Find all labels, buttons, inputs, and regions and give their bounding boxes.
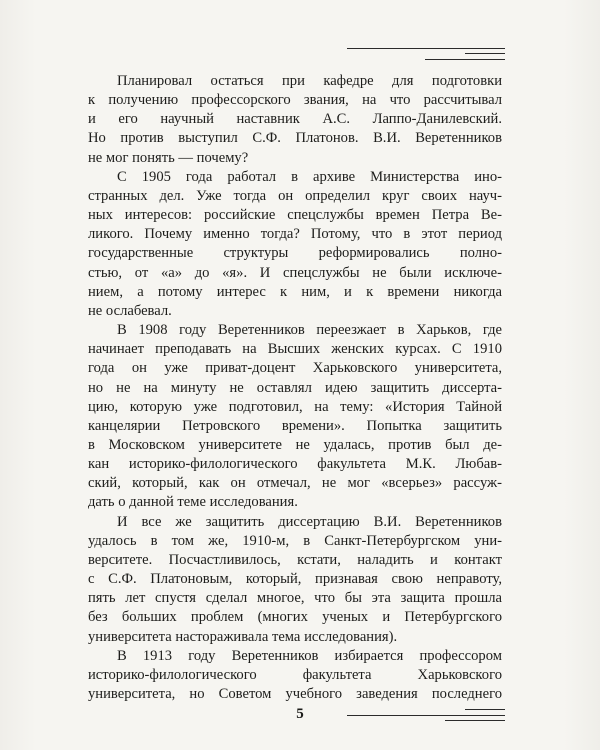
footer-rule: [445, 720, 505, 721]
text-line: ликого. Почему именно тогда? Потому, что в этот период: [88, 226, 502, 243]
text-line: странных дел. Уже тогда он определил круг своих науч-: [88, 187, 502, 204]
text-line: ных интересов: российские спецслужбы времен Петра Ве-: [88, 207, 502, 224]
text-line: дать о данной теме исследования.: [88, 494, 298, 511]
text-line: стью, от «а» до «я». И спецслужбы не были исключе-: [88, 264, 502, 281]
page-number: 5: [296, 706, 304, 722]
text-line: университета настораживала тема исследования).: [88, 628, 398, 645]
text-line: нием, а потому интерес к ним, и к времени никогда: [88, 283, 502, 300]
text-line: в Московском университете не удалась, против был де-: [88, 436, 502, 453]
footer-rule: [347, 715, 505, 716]
text-line: не ослабевал.: [88, 302, 172, 319]
footer-rule: [465, 709, 505, 710]
text-line: университета, но Советом учебного заведения последнего: [88, 686, 502, 702]
text-line: и его научный наставник А.С. Лаппо-Данилевский.: [88, 111, 502, 128]
text-line: государственные структуры реформировались полно-: [88, 245, 502, 262]
text-line: но не на минуту не оставлял идею защитить диссерта-: [88, 379, 502, 396]
body-text: [88, 72, 502, 704]
text-line: верситете. Посчастливилось, кстати, наладить и контакт: [88, 551, 502, 568]
header-rule: [465, 53, 505, 54]
text-line: пять лет спустя сделал многое, что бы эта защита прошла: [88, 590, 502, 607]
text-line: к получению профессорского звания, на что рассчитывал: [88, 92, 502, 109]
text-line: В 1913 году Веретенников избирается профессором: [117, 647, 502, 664]
text-line: ский, который, как он отмечал, не мог «всерьез» рассуж-: [88, 475, 502, 492]
text-line: Планировал остаться при кафедре для подготовки: [117, 73, 502, 89]
text-line: не мог понять — почему?: [88, 149, 249, 166]
text-line: без больших проблем (многих ученых и Петербургского: [88, 609, 502, 626]
text-line: кан историко-филологического факультета М.К. Любав-: [88, 456, 502, 473]
text-line: с С.Ф. Платоновым, который, признавая свою неправоту,: [88, 571, 502, 588]
text-line: В 1908 году Веретенников переезжает в Харьков, где: [117, 322, 502, 339]
text-line: канцелярии Петровского времени». Попытка защитить: [88, 417, 502, 434]
text-line: начинает преподавать на Высших женских курсах. С 1910: [88, 341, 502, 358]
header-rule: [425, 59, 505, 60]
text-line: цию, которую уже подготовил, на тему: «История Тайной: [88, 398, 502, 415]
text-line: И все же защитить диссертацию В.И. Веретенников: [117, 513, 502, 530]
text-line: историко-филологического факультета Харьковского: [88, 666, 502, 683]
header-rule: [347, 48, 505, 49]
text-line: С 1905 года работал в архиве Министерства ино-: [117, 168, 502, 185]
text-line: Но против выступил С.Ф. Платонов. В.И. Веретенников: [88, 130, 502, 147]
text-line: удалось в том же, 1910-м, в Санкт-Петербургском уни-: [88, 532, 502, 549]
text-line: года он уже приват-доцент Харьковского университета,: [88, 360, 502, 377]
